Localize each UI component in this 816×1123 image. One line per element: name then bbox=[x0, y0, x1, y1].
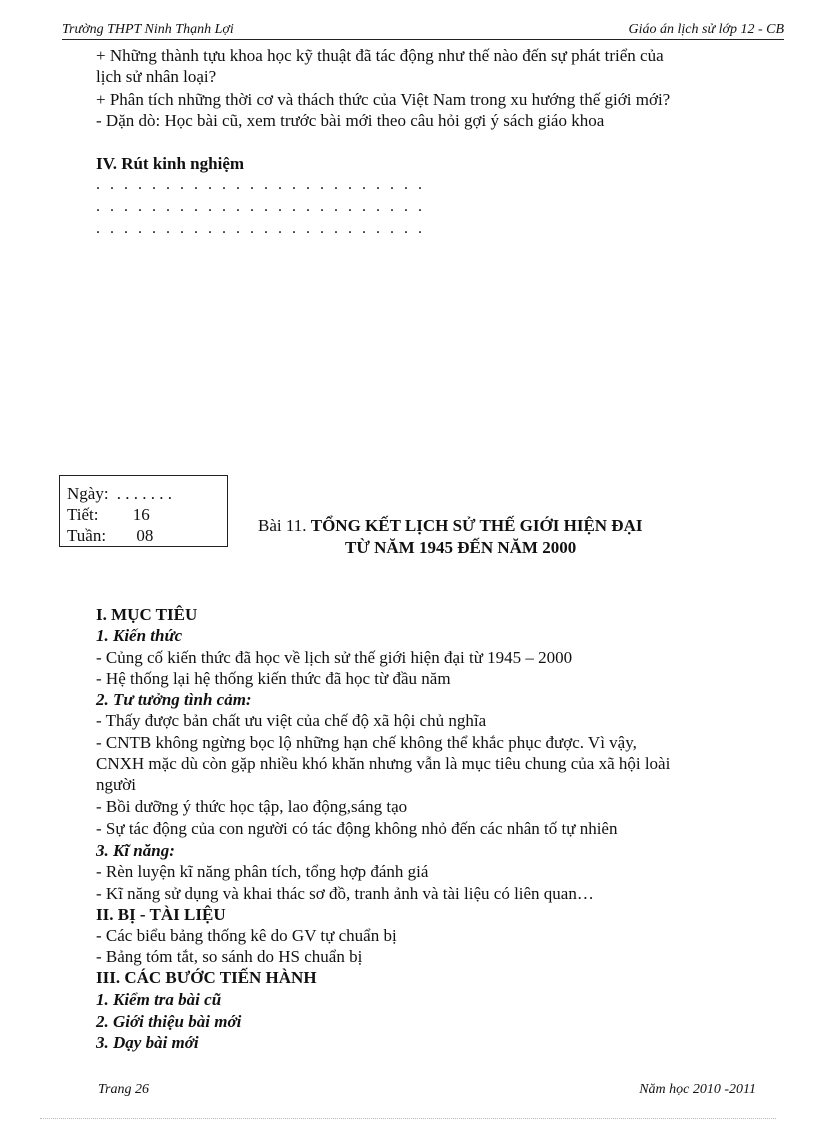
header-divider bbox=[62, 39, 784, 40]
period-value: 16 bbox=[132, 505, 150, 524]
section-1-heading: I. MỤC TIÊU bbox=[96, 605, 198, 624]
materials-item-2: - Bảng tóm tắt, so sánh do HS chuẩn bị bbox=[96, 947, 363, 966]
dots-line-2: . . . . . . . . . . . . . . . . . . . . . . . . bbox=[96, 198, 425, 215]
header-school: Trường THPT Ninh Thạnh Lợi bbox=[62, 22, 234, 37]
footer-page: Trang 26 bbox=[98, 1082, 149, 1097]
dots-line-1: . . . . . . . . . . . . . . . . . . . . . . . . bbox=[96, 176, 425, 193]
step-3: 3. Dạy bài mới bbox=[96, 1033, 199, 1052]
intro-line-3: + Phân tích những thời cơ và thách thức của Việt Nam trong xu hướng thế giới mới? bbox=[96, 90, 671, 109]
attitude-item-2-l1: - CNTB không ngừng bọc lộ những hạn chế không thể khắc phục được. Vì vậy, bbox=[96, 733, 637, 752]
lesson-info-box bbox=[59, 475, 228, 547]
lesson-prefix: Bài 11. bbox=[258, 516, 307, 535]
attitude-item-3: - Bồi dưỡng ý thức học tập, lao động,sáng tạo bbox=[96, 797, 408, 816]
skills-item-1: - Rèn luyện kĩ năng phân tích, tổng hợp đánh giá bbox=[96, 862, 429, 881]
intro-line-1: + Những thành tựu khoa học kỹ thuật đã tác động như thế nào đến sự phát triển của bbox=[96, 46, 664, 65]
week-row bbox=[67, 526, 153, 546]
skills-heading: 3. Kĩ năng: bbox=[96, 841, 175, 860]
experience-heading: IV. Rút kinh nghiệm bbox=[96, 154, 245, 173]
skills-item-2: - Kĩ năng sử dụng và khai thác sơ đồ, tranh ảnh và tài liệu có liên quan… bbox=[96, 884, 594, 903]
intro-line-4: - Dặn dò: Học bài cũ, xem trước bài mới theo câu hỏi gợi ý sách giáo khoa bbox=[96, 111, 605, 130]
date-value: . . . . . . . bbox=[116, 484, 173, 503]
date-label: Ngày: bbox=[67, 484, 109, 503]
date-row bbox=[67, 484, 172, 504]
dots-line-3: . . . . . . . . . . . . . . . . . . . . . . . . bbox=[96, 220, 425, 237]
intro-line-2: lịch sử nhân loại? bbox=[96, 67, 217, 86]
materials-item-1: - Các biểu bảng thống kê do GV tự chuẩn bị bbox=[96, 926, 397, 945]
step-1: 1. Kiểm tra bài cũ bbox=[96, 990, 222, 1009]
attitude-heading: 2. Tư tưởng tình cảm: bbox=[96, 690, 252, 709]
lesson-title-2: TỪ NĂM 1945 ĐẾN NĂM 2000 bbox=[345, 538, 577, 557]
attitude-item-4: - Sự tác động của con người có tác động không nhỏ đến các nhân tố tự nhiên bbox=[96, 819, 618, 838]
week-label: Tuần: bbox=[67, 526, 107, 545]
section-2-heading: II. BỊ - TÀI LIỆU bbox=[96, 905, 226, 924]
knowledge-heading: 1. Kiến thức bbox=[96, 626, 183, 645]
header-subject: Giáo án lịch sử lớp 12 - CB bbox=[628, 22, 784, 37]
week-value: 08 bbox=[136, 526, 154, 545]
attitude-item-2-l3: người bbox=[96, 775, 136, 794]
attitude-item-1: - Thấy được bản chất ưu việt của chế độ xã hội chủ nghĩa bbox=[96, 711, 487, 730]
period-label: Tiết: bbox=[67, 505, 99, 524]
knowledge-item-1: - Củng cố kiến thức đã học về lịch sử thế giới hiện đại từ 1945 – 2000 bbox=[96, 648, 573, 667]
section-3-heading: III. CÁC BƯỚC TIẾN HÀNH bbox=[96, 968, 317, 987]
footer-year: Năm học 2010 -2011 bbox=[639, 1082, 756, 1097]
page-bottom-border bbox=[40, 1118, 776, 1119]
lesson-title-1: TỔNG KẾT LỊCH SỬ THẾ GIỚI HIỆN ĐẠI bbox=[310, 516, 643, 535]
step-2: 2. Giới thiệu bài mới bbox=[96, 1012, 242, 1031]
attitude-item-2-l2: CNXH mặc dù còn gặp nhiều khó khăn nhưng vẫn là mục tiêu chung của xã hội loài bbox=[96, 754, 671, 773]
knowledge-item-2: - Hệ thống lại hệ thống kiến thức đã học từ đầu năm bbox=[96, 669, 451, 688]
lesson-title-line-1 bbox=[258, 516, 642, 536]
period-row bbox=[67, 505, 150, 525]
